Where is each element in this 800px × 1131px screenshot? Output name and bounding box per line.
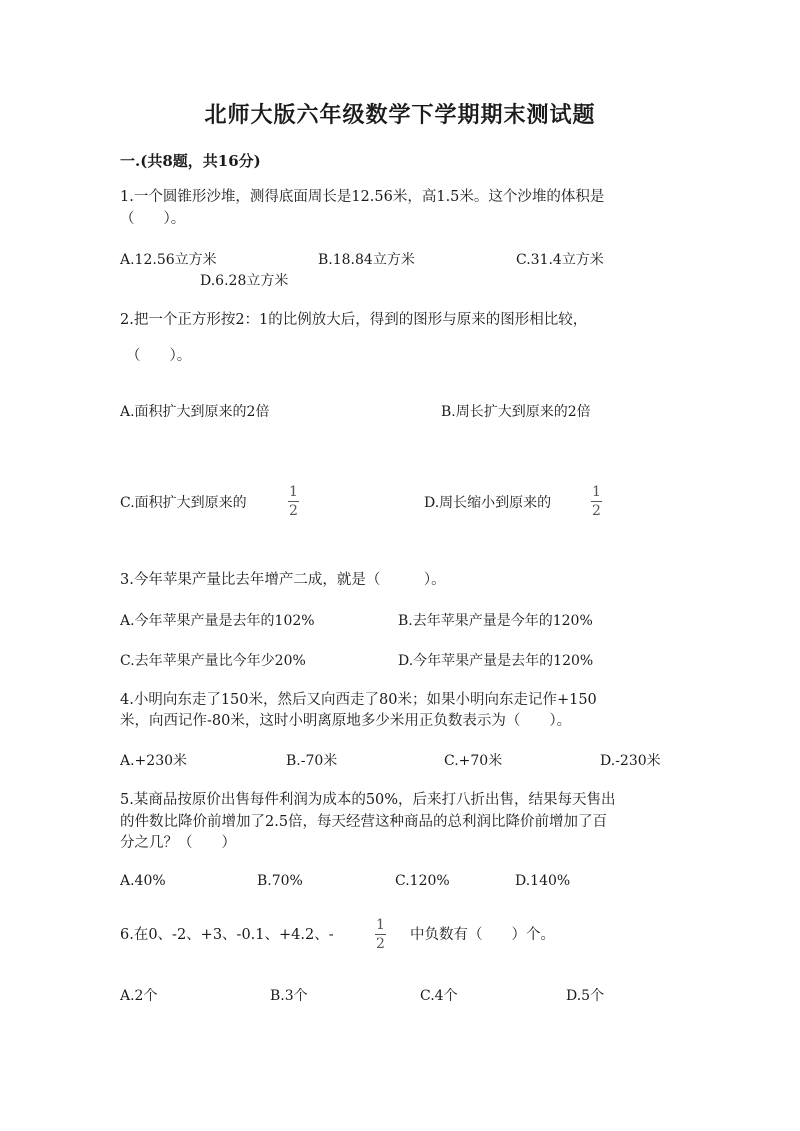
section-header: 一.(共8题，共16分) — [120, 152, 261, 170]
question-5-text-continued: 的件数比降价前增加了2.5倍，每天经营这种商品的总利润比降价前增加了百 — [120, 814, 608, 830]
question-2-option-c-fraction — [288, 485, 299, 518]
question-4-text-continued: 米，向西记作-80米，这时小明离原地多少米用正负数表示为（ ）。 — [120, 713, 572, 729]
question-6-text: 6.在0、-2、+3、-0.1、+4.2、- — [120, 927, 334, 943]
question-1-option-d: D.6.28立方米 — [200, 273, 289, 289]
fraction-bar — [375, 934, 386, 935]
question-1-option-b: B.18.84立方米 — [318, 252, 415, 268]
question-4-text: 4.小明向东走了150米，然后又向西走了80米；如果小明向东走记作+150 — [120, 692, 597, 708]
question-2-blank: （ ）。 — [126, 348, 192, 364]
fraction-bar — [591, 501, 602, 502]
question-3-option-d: D.今年苹果产量是去年的120% — [398, 653, 594, 669]
question-2-text: 2.把一个正方形按2：1的比例放大后，得到的图形与原来的图形相比较， — [120, 312, 588, 328]
question-5-option-c: C.120% — [395, 873, 450, 889]
question-5-text-end: 分之几？（ ） — [120, 835, 236, 851]
question-3-text: 3.今年苹果产量比去年增产二成，就是（ ）。 — [120, 572, 446, 588]
fraction-bar — [288, 501, 299, 502]
question-2-option-b: B.周长扩大到原来的2倍 — [441, 404, 591, 420]
question-2-option-c: C.面积扩大到原来的 — [120, 495, 247, 511]
fraction-denominator: 2 — [289, 503, 298, 519]
question-3-option-b: B.去年苹果产量是今年的120% — [398, 613, 593, 629]
question-4-option-b: B.-70米 — [286, 753, 338, 769]
question-5-text: 5.某商品按原价出售每件利润为成本的50%，后来打八折出售，结果每天售出 — [120, 792, 616, 808]
fraction-numerator: 1 — [289, 484, 298, 500]
question-1-option-a: A.12.56立方米 — [120, 252, 217, 268]
question-6-option-d: D.5个 — [566, 988, 605, 1004]
question-5-option-d: D.140% — [515, 873, 571, 889]
question-1-option-c: C.31.4立方米 — [516, 252, 604, 268]
question-6-text-continued: 中负数有（ ）个。 — [410, 927, 555, 943]
question-6-option-b: B.3个 — [270, 988, 308, 1004]
question-1-text: 1.一个圆锥形沙堆，测得底面周长是12.56米，高1.5米。这个沙堆的体积是 — [120, 189, 605, 205]
fraction-numerator: 1 — [376, 917, 385, 933]
fraction-denominator: 2 — [592, 503, 601, 519]
question-4-option-a: A.+230米 — [120, 753, 188, 769]
page-title: 北师大版六年级数学下学期期末测试题 — [204, 102, 596, 128]
question-6-fraction — [375, 918, 386, 951]
question-6-option-c: C.4个 — [420, 988, 458, 1004]
question-2-option-d-fraction — [591, 485, 602, 518]
question-2-option-d: D.周长缩小到原来的 — [424, 495, 552, 511]
question-3-option-a: A.今年苹果产量是去年的102% — [120, 613, 315, 629]
question-4-option-d: D.-230米 — [600, 753, 661, 769]
question-6-option-a: A.2个 — [120, 988, 158, 1004]
question-3-option-c: C.去年苹果产量比今年少20% — [120, 653, 306, 669]
question-5-option-b: B.70% — [257, 873, 303, 889]
question-1-blank: （ ）。 — [120, 211, 186, 227]
question-2-option-a: A.面积扩大到原来的2倍 — [120, 404, 270, 420]
fraction-denominator: 2 — [376, 936, 385, 952]
fraction-numerator: 1 — [592, 484, 601, 500]
question-5-option-a: A.40% — [120, 873, 166, 889]
question-4-option-c: C.+70米 — [444, 753, 503, 769]
